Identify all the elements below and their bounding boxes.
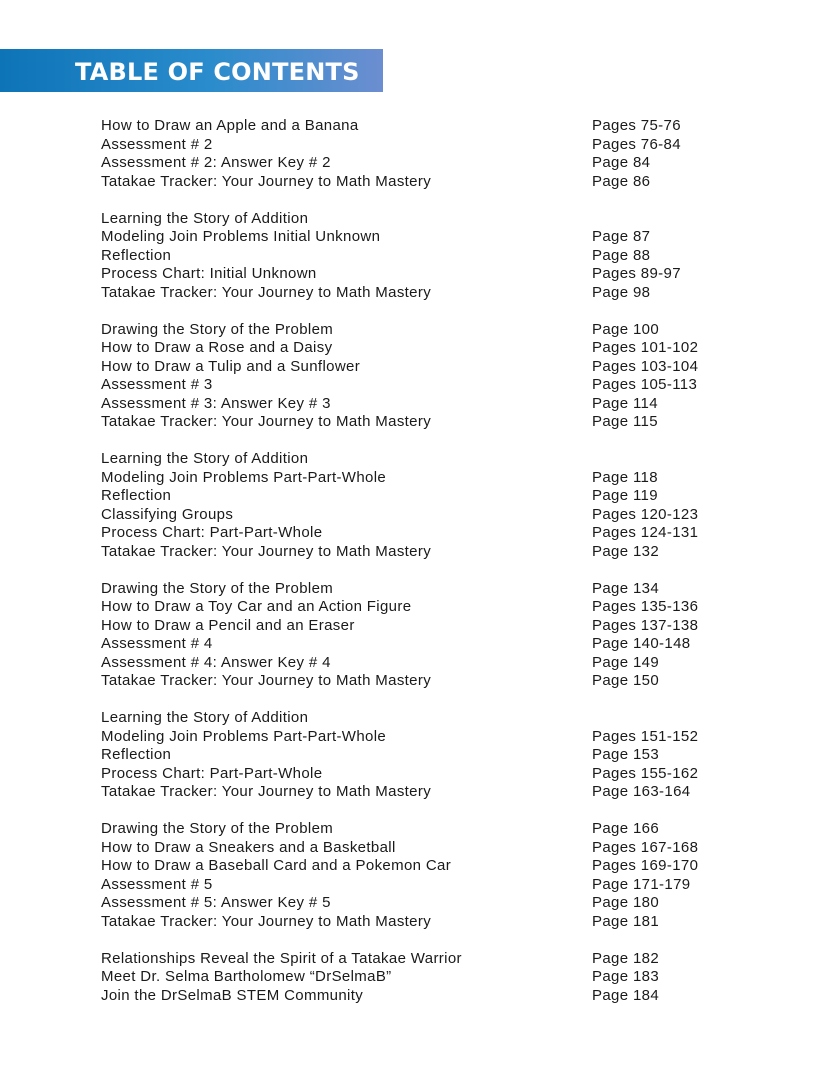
toc-section [101, 450, 741, 561]
toc-entry-pages: Pages 151-152 [592, 727, 699, 745]
toc-entry [101, 506, 741, 525]
toc-entry-title: Tatakae Tracker: Your Journey to Math Mastery [101, 783, 432, 800]
toc-entry [101, 950, 741, 969]
toc-section [101, 580, 741, 691]
toc-entry-pages: Pages 167-168 [592, 838, 699, 856]
toc-entry-title: Assessment # 5 [101, 875, 213, 893]
toc-entry [101, 358, 741, 377]
toc-entry-title: Modeling Join Problems Part-Part-Whole [101, 727, 387, 745]
toc-entry-pages: Page 153 [592, 746, 660, 763]
toc-entry-title: Tatakae Tracker: Your Journey to Math Mastery [101, 413, 432, 430]
toc-entry [101, 376, 741, 395]
toc-entry-pages: Page 100 [592, 320, 660, 338]
toc-entry-pages: Page 184 [592, 986, 660, 1004]
toc-entry-title: Assessment # 3: Answer Key # 3 [101, 394, 331, 412]
toc-entry-title: Assessment # 3 [101, 376, 213, 393]
toc-section [101, 117, 741, 191]
toc-entry [101, 672, 741, 691]
toc-entry-pages: Page 86 [592, 172, 651, 190]
toc-entry [101, 265, 741, 284]
toc-entry [101, 284, 741, 303]
toc-entry-pages: Page 132 [592, 542, 660, 560]
toc-entry-title: Assessment # 5: Answer Key # 5 [101, 894, 331, 911]
toc-entry-pages: Page 150 [592, 672, 660, 689]
toc-entry-pages: Pages 105-113 [592, 376, 698, 393]
toc-entry-title: How to Draw a Pencil and an Eraser [101, 616, 355, 634]
toc-entry-pages: Pages 75-76 [592, 117, 681, 134]
toc-entry-pages: Page 98 [592, 283, 651, 301]
toc-entry [101, 173, 741, 192]
toc-entry [101, 635, 741, 654]
toc-entry-pages: Pages 101-102 [592, 339, 699, 356]
toc-entry-pages: Pages 103-104 [592, 357, 699, 375]
toc-entry-title: Process Chart: Initial Unknown [101, 265, 317, 282]
toc-entry [101, 543, 741, 562]
toc-entry-title: Tatakae Tracker: Your Journey to Math Mastery [101, 172, 432, 190]
toc-entry [101, 709, 741, 728]
toc-entry-title: Learning the Story of Addition [101, 209, 309, 227]
toc-entry [101, 247, 741, 266]
toc-entry [101, 876, 741, 895]
toc-entry-pages: Pages 89-97 [592, 265, 681, 282]
toc-entry [101, 728, 741, 747]
toc-entry-pages: Page 88 [592, 246, 651, 264]
toc-entry [101, 894, 741, 913]
toc-entry [101, 987, 741, 1006]
toc-entry-pages: Page 140-148 [592, 635, 691, 652]
toc-entry-title: Drawing the Story of the Problem [101, 579, 334, 597]
toc-entry [101, 820, 741, 839]
toc-entry [101, 783, 741, 802]
toc-entry-pages: Pages 137-138 [592, 616, 699, 634]
toc-entry-pages: Page 119 [592, 487, 658, 504]
toc-entry-pages: Page 115 [592, 413, 658, 430]
toc-entry [101, 617, 741, 636]
toc-entry-title: How to Draw a Baseball Card and a Pokemon Car [101, 857, 452, 874]
toc-section [101, 210, 741, 303]
toc-entry [101, 580, 741, 599]
toc-entry-pages: Page 181 [592, 912, 660, 930]
toc-entry [101, 450, 741, 469]
toc-entry [101, 746, 741, 765]
toc-entry-pages: Page 163-164 [592, 783, 691, 800]
toc-entry-pages: Pages 76-84 [592, 135, 681, 153]
toc-entry [101, 228, 741, 247]
toc-entry [101, 469, 741, 488]
toc-entry-title: Tatakae Tracker: Your Journey to Math Mastery [101, 912, 432, 930]
toc-entry [101, 968, 741, 987]
toc-entry-pages: Pages 155-162 [592, 764, 699, 782]
toc-entry [101, 857, 741, 876]
toc-entry-title: How to Draw a Toy Car and an Action Figure [101, 598, 412, 615]
toc-entry [101, 154, 741, 173]
toc-entry-pages: Page 84 [592, 154, 651, 171]
toc-section [101, 950, 741, 1006]
toc-entry-pages: Pages 169-170 [592, 857, 699, 874]
toc-entry-pages: Page 182 [592, 949, 660, 967]
toc-entry-title: Assessment # 4 [101, 635, 213, 652]
toc-entry-title: Learning the Story of Addition [101, 450, 309, 467]
toc-entry-title: Reflection [101, 487, 172, 504]
toc-entry-pages: Page 171-179 [592, 875, 691, 893]
toc-entry-title: Modeling Join Problems Part-Part-Whole [101, 468, 387, 486]
toc-entry-pages: Page 166 [592, 820, 660, 837]
toc-entry-pages: Page 118 [592, 468, 658, 486]
toc-entry-title: Relationships Reveal the Spirit of a Tatakae Warrior [101, 949, 462, 967]
toc-section [101, 709, 741, 802]
toc-entry [101, 913, 741, 932]
toc-entry-title: Reflection [101, 246, 172, 264]
toc-entry-pages: Pages 135-136 [592, 598, 699, 615]
toc-entry-title: Process Chart: Part-Part-Whole [101, 764, 323, 782]
toc-entry-pages: Page 183 [592, 968, 660, 985]
toc-entry-title: Learning the Story of Addition [101, 709, 309, 726]
toc-entry-pages: Page 114 [592, 394, 658, 412]
toc-entry-title: Tatakae Tracker: Your Journey to Math Mastery [101, 542, 432, 560]
toc-entry-pages: Pages 124-131 [592, 524, 699, 541]
toc-entry-title: How to Draw a Rose and a Daisy [101, 339, 333, 356]
toc-entry [101, 765, 741, 784]
toc-entry-title: Assessment # 2 [101, 135, 213, 153]
toc-entry [101, 524, 741, 543]
toc-entry [101, 413, 741, 432]
toc-entry [101, 839, 741, 858]
toc-entry-title: How to Draw an Apple and a Banana [101, 117, 359, 134]
toc-entry-title: How to Draw a Tulip and a Sunflower [101, 357, 361, 375]
page-title: TABLE OF CONTENTS [75, 58, 360, 86]
toc-entry [101, 598, 741, 617]
toc-header-banner [0, 49, 383, 92]
toc-entry [101, 117, 741, 136]
toc-entry-title: Drawing the Story of the Problem [101, 820, 334, 837]
toc-entry-title: Tatakae Tracker: Your Journey to Math Mastery [101, 283, 432, 301]
toc-entry-title: Meet Dr. Selma Bartholomew “DrSelmaB” [101, 968, 392, 985]
toc-entry-title: Assessment # 4: Answer Key # 4 [101, 653, 331, 671]
toc-entry-title: Classifying Groups [101, 505, 234, 523]
toc-entry-pages: Pages 120-123 [592, 505, 699, 523]
toc-entry-pages: Page 149 [592, 653, 660, 671]
toc-section [101, 820, 741, 931]
toc-section [101, 321, 741, 432]
toc-entry-pages: Page 87 [592, 228, 651, 245]
toc-entry [101, 339, 741, 358]
toc-entry-title: Process Chart: Part-Part-Whole [101, 524, 323, 541]
toc-entry [101, 395, 741, 414]
toc-entry-title: Drawing the Story of the Problem [101, 320, 334, 338]
toc-entry-title: Join the DrSelmaB STEM Community [101, 986, 364, 1004]
toc-entry [101, 210, 741, 229]
toc-entry-pages: Page 180 [592, 894, 660, 911]
toc-entry-title: Modeling Join Problems Initial Unknown [101, 228, 381, 245]
toc-entry-title: Tatakae Tracker: Your Journey to Math Mastery [101, 672, 432, 689]
toc-entry [101, 321, 741, 340]
toc-entry-pages: Page 134 [592, 579, 660, 597]
toc-entry [101, 136, 741, 155]
toc-entry-title: How to Draw a Sneakers and a Basketball [101, 838, 396, 856]
toc-entry [101, 654, 741, 673]
toc-entry-title: Assessment # 2: Answer Key # 2 [101, 154, 331, 171]
toc-entry [101, 487, 741, 506]
table-of-contents [101, 117, 741, 1024]
toc-entry-title: Reflection [101, 746, 172, 763]
